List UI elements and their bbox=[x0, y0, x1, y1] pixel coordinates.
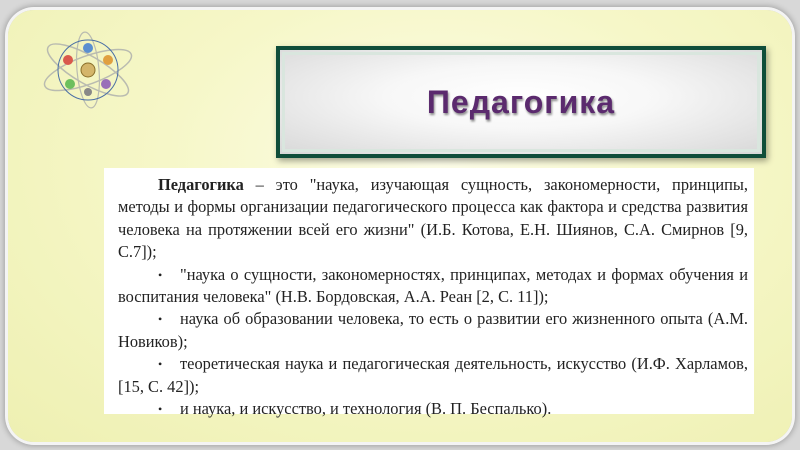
list-item bbox=[118, 308, 748, 353]
slide bbox=[8, 10, 792, 442]
bullet-text: "наука о сущности, закономерностях, принципах, методах и формах обучения и воспитания человека" (Н.В. Бордовская, А.А. Реан [2, С. 11]); bbox=[118, 264, 748, 307]
title-frame bbox=[276, 46, 766, 158]
slide-title: Педагогика bbox=[426, 83, 616, 120]
bullet-text: теоретическая наука и педагогическая деятельность, искусство (И.Ф. Харламов, [15, С. 42]); bbox=[118, 354, 748, 396]
list-item bbox=[118, 398, 748, 420]
atom-logo-icon bbox=[38, 30, 138, 110]
bullet-icon: • bbox=[158, 357, 163, 372]
definition-term: Педагогика bbox=[158, 175, 244, 194]
list-item bbox=[118, 264, 748, 309]
bullet-icon: • bbox=[158, 402, 163, 417]
definition-text: – это "наука, изучающая сущность, закономерности, принципы, методы и формы организации педагогического процесса как фактора и средства развития человека на протяжении всей его жизни" (И.Б. Котова, Е.Н. Шиянов, С.А. Смирнов [9, С.7]); bbox=[118, 175, 748, 262]
bullet-text: наука об образовании человека, то есть о развитии его жизненного опыта (А.М. Новиков); bbox=[118, 309, 748, 351]
content-box bbox=[104, 168, 754, 419]
bullet-text: и наука, и искусство, и технология (В. П. Беспалько). bbox=[180, 399, 552, 419]
bullet-icon: • bbox=[158, 312, 163, 327]
list-item bbox=[118, 353, 748, 398]
definition-paragraph bbox=[118, 174, 748, 264]
bullet-icon: • bbox=[158, 267, 163, 282]
